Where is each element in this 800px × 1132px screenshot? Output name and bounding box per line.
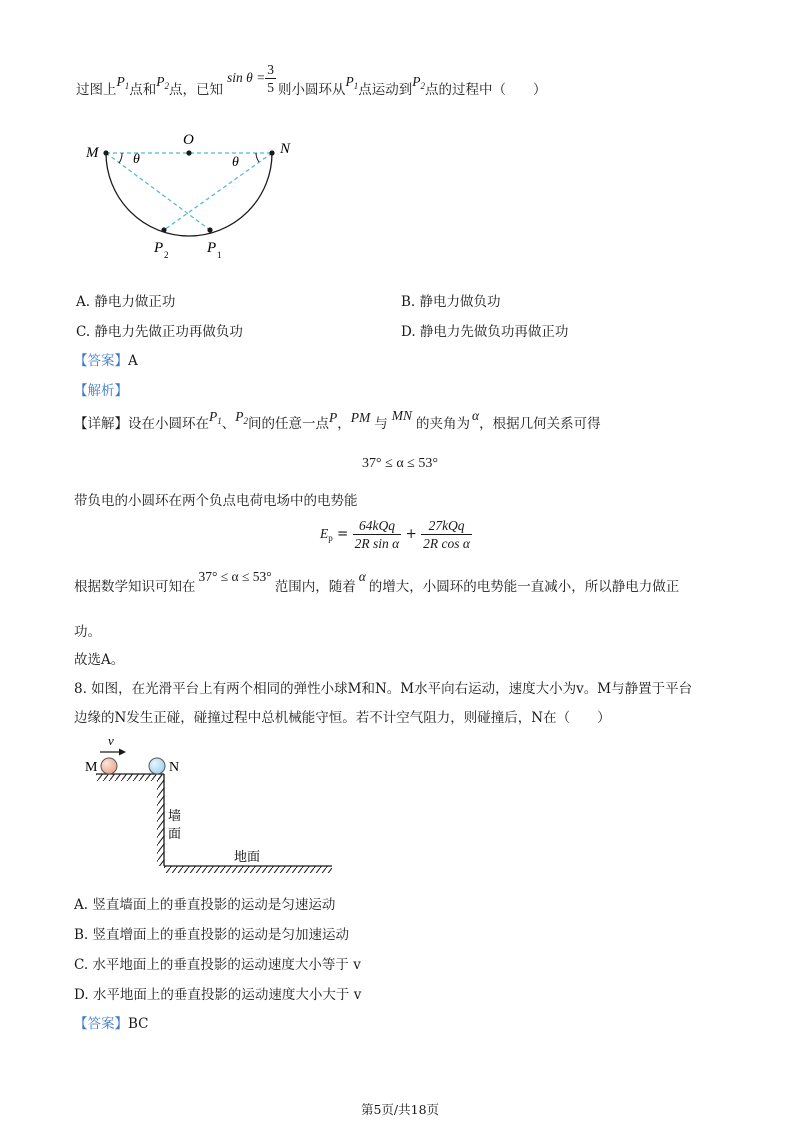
q7-figure xyxy=(80,128,310,268)
q8-stem-line-2: 边缘的N发生正碰，碰撞过程中总机械能守恒。若不计空气阻力，则碰撞后，N在（ ） xyxy=(74,710,611,726)
page-footer: 第5页/共18页 xyxy=(360,1102,440,1117)
q7-p1-symbol-b: $P_1$ xyxy=(345,74,359,91)
q7-sin-theta: sin θ = xyxy=(227,70,266,85)
label-m: M xyxy=(86,145,99,161)
q7-stem-mid: 点，已知 xyxy=(169,82,223,98)
range-equation: 37° ≤ α ≤ 53° xyxy=(362,456,438,471)
ep-fraction-1: $\frac{\text{64kQq}}{\text{2R sin α}}$ xyxy=(354,518,400,551)
q8-answer-value: BC xyxy=(128,1016,149,1032)
q7-option-a: A. 静电力做正功 xyxy=(76,294,176,310)
q8-option-c: C. 水平地面上的垂直投影的运动速度大小等于 v xyxy=(74,957,361,973)
q8-option-b: B. 竖直增面上的垂直投影的运动是匀加速运动 xyxy=(74,927,350,943)
detail-mn: MN xyxy=(391,408,412,423)
detail-pm: PM xyxy=(350,410,371,425)
concl-text-2: 范围内，随着 xyxy=(274,579,356,595)
concl-text-1: 根据数学知识可知在 xyxy=(74,579,196,595)
q7-option-b: B. 静电力做负功 xyxy=(401,294,501,310)
q8-figure xyxy=(80,732,340,882)
q7-conclusion xyxy=(74,565,679,609)
detail-point-p: P xyxy=(329,410,338,425)
energy-text: 带负电的小圆环在两个负点电荷电场中的电势能 xyxy=(74,493,358,509)
semicircle-arc xyxy=(106,153,272,236)
concl-alpha: α xyxy=(358,569,366,584)
q7-stem xyxy=(76,62,547,112)
detail-with: 与 xyxy=(374,416,388,432)
label-wall-1: 墙 xyxy=(168,808,182,823)
point-p1-dot xyxy=(207,227,212,232)
label-p2: P xyxy=(154,240,164,256)
label-o: O xyxy=(183,132,194,148)
choose-text: 故选A。 xyxy=(74,652,125,668)
detail-text-1: 设在小圆环在 xyxy=(128,416,209,432)
q7-p2-symbol: $P_2$ xyxy=(156,74,169,91)
detail-sep: 、 xyxy=(221,416,236,432)
q7-p1-symbol: $P_1$ xyxy=(116,74,130,91)
detail-tag: 【详解】 xyxy=(74,416,128,432)
q8-answer xyxy=(74,1012,149,1032)
theta-arc-left xyxy=(119,153,122,163)
label-p1-sub: 1 xyxy=(217,250,222,260)
n-to-p2-dashed xyxy=(164,153,272,230)
q7-p2-symbol-b: $P_2$ xyxy=(412,74,425,91)
detail-text-2: 间的任意一点 xyxy=(248,416,329,432)
ball-n xyxy=(149,758,165,774)
detail-text-4: ，根据几何关系可得 xyxy=(479,416,601,432)
m-to-p1-dashed xyxy=(106,153,210,230)
q7-option-d: D. 静电力先做负功再做正功 xyxy=(401,324,569,340)
concl-range: 37° ≤ α ≤ 53° xyxy=(198,569,272,584)
ep-symbol: $E_p$ xyxy=(320,526,333,543)
answer-tag: 【答案】 xyxy=(74,353,128,369)
q7-stem-pre: 过图上 xyxy=(76,82,117,98)
ball-m xyxy=(101,758,117,774)
velocity-arrow-head xyxy=(119,749,126,756)
label-n: N xyxy=(280,141,291,157)
point-m-dot xyxy=(103,150,108,155)
label-wall-2: 面 xyxy=(168,826,182,841)
detail-p2: $P_2$ xyxy=(235,409,248,426)
ep-equals: = xyxy=(332,526,353,542)
q8-option-a: A. 竖直墙面上的垂直投影的运动是匀速运动 xyxy=(74,897,336,913)
ep-plus: + xyxy=(401,526,422,542)
q7-option-c: C. 静电力先做正功再做负功 xyxy=(76,324,243,340)
q7-stem-and: 点和 xyxy=(129,82,157,98)
point-p2-dot xyxy=(161,227,166,232)
q8-option-d: D. 水平地面上的垂直投影的运动速度大小大于 v xyxy=(74,987,362,1003)
q7-fraction: $\frac{3}{5}$ xyxy=(267,62,274,95)
label-ball-m: M xyxy=(85,760,98,775)
detail-alpha: α xyxy=(472,408,480,423)
q7-stem-post-3: 点的过程中（ ） xyxy=(425,82,547,98)
q7-stem-post-2: 点运动到 xyxy=(358,82,413,98)
concl-text-4: 功。 xyxy=(74,624,101,640)
analysis-tag: 【解析】 xyxy=(74,383,128,399)
q7-stem-post-1: 则小圆环从 xyxy=(278,82,346,98)
ep-formula xyxy=(320,514,472,554)
detail-p1: $P_1$ xyxy=(209,409,222,426)
point-n-dot xyxy=(269,150,274,155)
q8-stem-line-1: 8. 如图，在光滑平台上有两个相同的弹性小球M和N。M水平向右运动，速度大小为v。M与静置于平台 xyxy=(74,681,693,697)
q8-answer-tag: 【答案】 xyxy=(74,1016,128,1032)
label-p1: P xyxy=(207,240,217,256)
platform-hatch xyxy=(96,774,164,781)
label-ground: 地面 xyxy=(234,849,261,864)
label-theta-right: θ xyxy=(232,155,239,170)
ep-fraction-2: $\frac{\text{27kQq}}{\text{2R cos α}}$ xyxy=(423,518,470,551)
label-v: v xyxy=(108,733,114,748)
detail-comma: ， xyxy=(337,416,351,432)
label-ball-n: N xyxy=(169,760,180,775)
detail-text-3: 的夹角为 xyxy=(416,416,470,432)
q7-answer xyxy=(74,349,138,369)
ground-hatch xyxy=(164,866,332,873)
label-p2-sub: 2 xyxy=(164,250,169,260)
q7-detail-line xyxy=(74,402,601,446)
answer-value: A xyxy=(128,353,138,369)
concl-text-3: 的增大，小圆环的电势能一直减小，所以静电力做正 xyxy=(368,579,680,595)
point-o-dot xyxy=(186,150,191,155)
label-theta-left: θ xyxy=(133,152,140,167)
theta-arc-right xyxy=(256,153,259,162)
wall-hatch xyxy=(157,774,164,866)
